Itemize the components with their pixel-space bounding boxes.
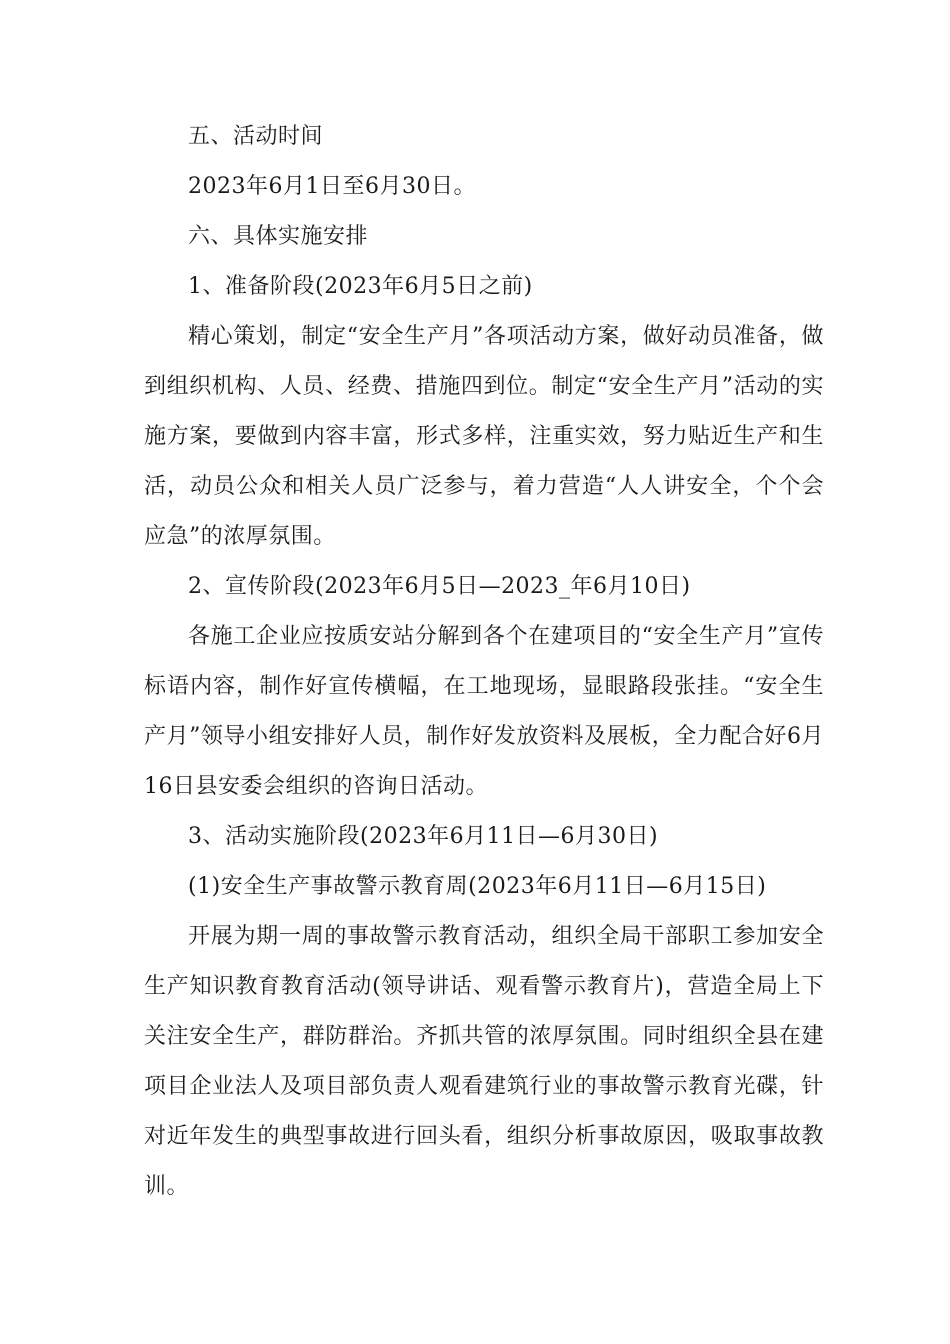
stage-2-heading: 2、宣传阶段(2023年6月5日—2023_年6月10日) [188, 574, 691, 599]
document-body [144, 112, 824, 1212]
stage-2-text: 各施工企业应按质安站分解到各个在建项目的“安全生产月”宣传标语内容，制作好宣传横幅，在工地现场，显眼路段张挂。“安全生产月”领导小组安排好人员，制作好发放资料及展板，全力配合好6月16日县安委会组织的咨询日活动。 [144, 624, 824, 799]
section-heading-implementation: 六、具体实施安排 [188, 224, 369, 249]
stage-3-sub-text: 开展为期一周的事故警示教育活动，组织全局干部职工参加安全生产知识教育教育活动(领导讲话、观看警示教育片)，营造全局上下关注安全生产，群防群治。齐抓共管的浓厚氛围。同时组织全县在建项目企业法人及项目部负责人观看建筑行业的事故警示教育光碟，针对近年发生的典型事故进行回头看，组织分析事故原因，吸取事故教训。 [144, 924, 824, 1199]
stage-3-heading: 3、活动实施阶段(2023年6月11日—6月30日) [188, 824, 659, 849]
stage-1-text: 精心策划，制定“安全生产月”各项活动方案，做好动员准备，做到组织机构、人员、经费、措施四到位。制定“安全生产月”活动的实施方案，要做到内容丰富，形式多样，注重实效，努力贴近生产和生活，动员公众和相关人员广泛参与，着力营造“人人讲安全，个个会应急”的浓厚氛围。 [144, 324, 824, 549]
stage-1-heading: 1、准备阶段(2023年6月5日之前) [188, 274, 533, 299]
stage-3-sub-heading: (1)安全生产事故警示教育周(2023年6月11日—6月15日) [188, 874, 767, 899]
activity-time-text: 2023年6月1日至6月30日。 [188, 174, 476, 199]
section-heading-activity-time: 五、活动时间 [188, 124, 324, 149]
